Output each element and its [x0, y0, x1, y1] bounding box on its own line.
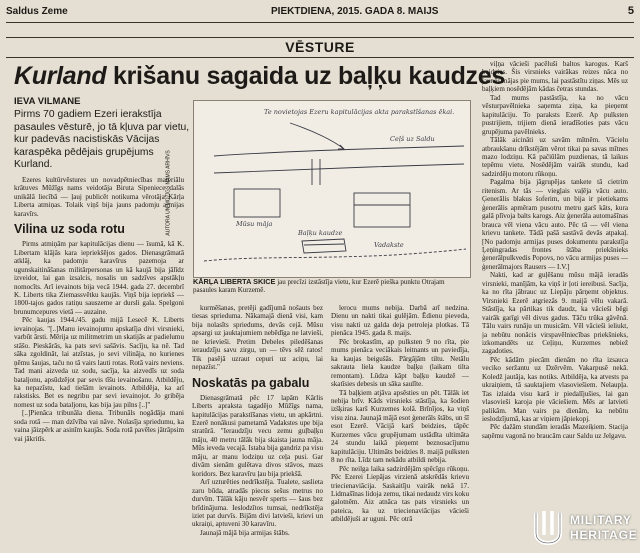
- paragraph: Pēc dažām stundām ieradās Mazeiķiem. Stacija saņēmu vagonā no braucām caur Saldu uz Jelgavu.: [482, 423, 628, 440]
- text-column-4: [482, 60, 628, 548]
- sketch-note-1: Te novietojas Ezeru kapitulācijas akta parakstīšanas ēkai.: [264, 108, 455, 116]
- watermark-line-1: MILITARY: [570, 513, 632, 527]
- section-rule-bottom: [6, 57, 634, 58]
- watermark-text: [570, 513, 638, 543]
- sketch-note-3: Baļķu kaudze: [298, 229, 343, 237]
- article-headline: [14, 62, 505, 91]
- headline-keyword: Kurland: [14, 62, 107, 90]
- paragraph: Tālāk aicināti uz savām mītnēm. Vācielu atbraukšanu drīkstējām vērot tikai pa savas mītnes mazo lodziņu. Kā pačiūlām puzdienas, tā laikus tepēmu vietu. Nosēdējām vairāk stundu, kad sadzirdēju motoru rūkoņu.: [482, 136, 628, 178]
- headline-rest: krišanu sagaida uz baļķu kaudzes: [106, 62, 505, 90]
- paragraph: kurmēšanas, pretēji gadījumā nošauts bez tiesas sprieduma. Nākamajā dienā visi, kam bija nolasīts spriedums, devās cejā. Mūsu apsargi uz jauktajumiem nebēdīga ne latvieši, ne krievieši. Pretim Debeles piledēšanas ieraudzīju savu zirgu, un — tēvs sēž ratos! Tik pasējā uzraut cepuri uz aciņu, lai nepazīst.": [192, 304, 323, 372]
- paragraph: Pagalma bija jāgrupējas tankete tā cietrim ritenism. Ar tās — viegļais vaļēja vācu auto. Ģenerālis blakus šoferim, un bija ir pietiekams ģenerālis apmēram pusotru metru garš kāts, kura galā plīvoja balts karogs. Aiz ģenerāla automašīnas brauca vēl viena vācu auto. Pēc tā — vēl viena krievu tankete. Tādā pašā sastāvā devās atpakaļ. [No padomju armijas puses dokumentu parakstīja Ļeņingradas frontes štāba priekšnieks ģenerālpulkvedis Popovs, no vācu armijas puses — ģenerālmajors Rausers — I.V.]: [482, 178, 628, 271]
- paragraph: [..]Pienāca tribunāla diena. Tribunāls nogādāja mani soda rotā — man dzīvība vai nāve. Nolasīja spriedumu, ka vaina jāizpērk ar asinīm kaujās. Soda rotā pavēles jātrāpsim vai jākritīs.: [14, 409, 184, 443]
- river-line: [204, 249, 466, 261]
- text-column-2: [192, 304, 323, 548]
- subheading-vilina: Vilina uz soda rotu: [14, 222, 125, 237]
- road-line: [214, 164, 464, 173]
- paragraph: lerocu mums nebija. Darbā arī nedzina. Dienu un nakti tikai gulējām. Ēdienu pieveda, visu nakti uz galda deja petroleja plotkas. Tā pienāca 1945. gada 8. maijs.: [331, 304, 469, 338]
- sketch-note-2: Mūsu māja: [236, 220, 273, 228]
- paragraph: Dienasgrāmatā pēc 17 lapām Kārlis Liberts apraksta tagadējo Mūžīgs nama, kapitulācijas parakstīšanas vietu, un apkārtni. Ezerē nonākusi pametamā Vadakstes upe bija stratūrā. "Ieraudzīju vecu zemu guļbaļķu māju, 40 metru tālāk bija skaista jauna māja. Mūs ieveda vecajā. Istaba bija gandriz pa visu māju, ar manu lodziņu uz ceļa pusi. Gar divām sienām gulētava divos stāvos, mazs koridors. Bez karavīru ļau bija priekšā.: [192, 393, 323, 478]
- subheading-noskatas: Noskatās pa gabalu: [192, 375, 310, 390]
- military-heritage-watermark: [528, 505, 640, 549]
- page-header: [6, 4, 634, 20]
- caption-label: KĀRĻA LIBERTA SKICE: [193, 277, 276, 286]
- section-rule-top: [6, 37, 634, 38]
- photo-credit: AUTORA UN MŪŽĪGS NAMS ARHĪVS: [165, 150, 172, 236]
- paragraph: viļņa vācieši pacēluši baltos karogus. Karš beidzies. Šis virsnieks vairākas reizes nāca no jaunās mājas pie mums, lai pastāstītu ziņas. Mēs uz baļķiem nosēdējām kādas četras stundas.: [482, 60, 628, 94]
- paragraph: Jaunajā mājā bija armijas štābs.: [200, 528, 290, 537]
- section-title: VĒSTURE: [285, 39, 355, 55]
- paragraph: Tā baļķiem atjāva apsēsties un pēt. Tālāk iet nebija brīv. Kāds virsnieks stāstīja, ka šodien izšķiras karš Kurzemes kolā. Brīnījos, ka viņš visu zina. Jaunajā mājā esot ģenerāls štābs, un šī esot Ezerē. Vācijā karš beidzies, tāpēc Kurzemes vācu grupējumam ustādīta ultimāta 24 stundu laikā pieņemt beznosacījumu kapitulāciju. Ultimāts beidzies 8. maijā pulksten 8 no rīta. Līdz tam nekādu atbildi nebija.: [331, 388, 469, 465]
- road-line: [214, 146, 464, 156]
- paragraph: Pēc brokastīm, ap pulksten 9 no rīta, pie mums pienāca veciākais leitnants un paviedīja, ka kaujas beigušās. Pārgājām tiltu. Netālu sakrauta liela kaudze baļķu (laikam tilta remontam). Lūdza kāpt baļķu kaudzē — skatīsies debesis un sāka saulīte.: [331, 337, 469, 389]
- old-house-shape: [234, 189, 280, 217]
- paragraph: Pēc kaujas 1944./45. gadu mijā Lesecē K. Liberts ievainojas. "[..]Manu ievainojumu apskatīja divi virsnieki, varbūt ārsti. Mērija uz militmetrim un skatijās ar padielumu stāšo. Pieskārās, ka pats sevi sašāvis. Sacīju, ka nē. Tad sāka zgoldināt, lai atzīstas, jo sevi vilināja, no kurienes ņēmu šaujas, taču no tā vairs lauti rotas. Rotā vairs neviens. Tad mani aizveda uz sodu, sacīja, ka aizvedīs uz soda bataljonu, apsūdzējot par sevis tīšu ievainošanu. Atbildēju, ka nepazīstu, kad tiešām ievainots. Atbildēja, ka arī rakstisks. Bet es negribu par sevi ievainojot. Jo gribēja nomest uz soda bataljonu, kas bija jau pilns [..]": [14, 316, 184, 409]
- sketch-drawing: [194, 101, 470, 277]
- paragraph: Nakti, kad ar guļēšanu mūsu mājā ieradās virsnieki, manījām, ka viņš ir ļoti iereibusi. Sacīja, ka no rīta jābrauc uz Liepāju pārņemt objektus. Virsnieki Ezerē atgriezās 9. maijā vēlu vakarā. Stāstīja, ka pārtikas tik daudz, ka vācieši bēgi vairāk garīgi vēl divus gadus. Tāču trūka gāvēnā. Tālu vairs runāju un musicām. Vēl vācieši ieliukt, ja nebūtu nonācis virspavēlniecības priekšnieks, izkomandēts uz Ceļiņu, Kurzemes nebiež zagadoties.: [482, 271, 628, 356]
- paragraph: Pirms atmiņām par kapitulācijas dienu — īsumā, kā K. Libertam klājās kara iepriekšējos gados. Dienasgrāmatā atklāj, ka padomju karavīrus pazemoja ar ugunskaitināšanas militārpersonas un kā kaujā bija jālīdz izveidot, lai gan izsalcis, nosalis un sadzīves apstākļu nomocīts. Arī ievainots bija vecā 1944. gada 27. decembrī K. Liberts tika Ziemassvētku kaujās. Viņš bija iepriekš — 1800-tajos gados ratiņu sauszeme ar dursli gala. Spelgoni brunumcepures vietā — auzaine.: [14, 240, 184, 316]
- sketch-note-5: Ceļš uz Saldu: [390, 135, 435, 143]
- article-author: IEVA VILMANE: [14, 96, 81, 107]
- issue-date: PIEKTDIENA, 2015. GADA 8. MAIJS: [271, 6, 439, 17]
- article-lead: Pirms 70 gadiem Ezeri ierakstīja pasaules vēsturē, jo tā kļuva par vietu, kur padevās nacistiskās Vācijas karaspēka pēdējais grupējums Kurland.: [14, 109, 190, 171]
- watermark-line-2: HERITAGE: [570, 528, 638, 542]
- page-number: 5: [627, 5, 634, 17]
- paragraph: Ezeres kultūrvēstures un novadpētniecības materiālu krātuves Mūžīgs nams veidotāja Biruta Sipeniece dalās unikālā liecībā — ļauj publicēt notikuma vērotāja Kārļa Liberta atmiņas. Tolaik viņš bija jauns padomju armijas karavīrs.: [14, 176, 184, 218]
- text-column-1: [14, 176, 184, 548]
- arrow-line: [290, 123, 344, 149]
- caption-text: jau precīzi izstāstīja vietu, kur Ezerē pieška punktu Otrajam pasaules karam Kurzemē.: [193, 278, 445, 295]
- header-rule: [6, 22, 634, 23]
- paragraph: Arī uzturēties nedrīkstēja. Tualete, saslieta zaru būda, atradās piecus sešus metrus no durvīm. Tālāk kāju nesvēr sperts — šaus bez brīdinājuma. Ieslodzītos tumsai, nedrīkstēja iziet pat durvīs. Bijām divi latvieši, krievi un ukraiņi, aptuveni 30 karavīru.: [192, 478, 323, 529]
- heritage-logo-icon: [530, 509, 566, 545]
- sketch-caption: [193, 278, 469, 295]
- paragraph: Tad mums pastāstīja, ka no vācu vēsturpavēlnieka saņemta ziņa, ka pieņemt kapitulāciju. To paraksts Ezerē. Ap pulksten pustrijiem, trijiem dienā ieradīšoties pats vācu grupējuma pavēlnieks.: [482, 93, 628, 136]
- paragraph: Pēc kādām piecām dienām no rīta izsauca veciko seržantu uz Dzērvēm. Vakarpusē nekā. Koledž jautāja, kas notiks. Atbildēja, ka atvests pa ukraiņiem, tā sauktajiem vlasoviešiem. Nelaupļa. Tas izlaida visu karā ir piedalījušies, lai gan vlasovieši karoja pie vāciešiem. Mēs ar latvieti palikām. Man vairs pa dienām, ka nebūtu ieslodzījumā, kas ar viņiem jāpiekopj.: [482, 355, 628, 424]
- newspaper-name: Saldus Zeme: [6, 6, 68, 17]
- log-pile-shape: [302, 239, 346, 253]
- text-column-3: [331, 304, 469, 548]
- new-house-shape: [354, 193, 410, 227]
- sketch-note-4: Vadakste: [374, 241, 404, 249]
- hand-drawn-sketch: [193, 100, 471, 278]
- paragraph: Pēc neilga laika sadzirdējām spēcīgu rūkoņu. Pēc Ezerei Liepājas virzienā atskrēdās krievu triecienaviācija. Saskaitīju vairāk nekā 17. Lidmašīnas lidoja zemu, tikai nedaudz virs koku galotnēm. Aiz atnāca tas pats virsnieks un pateica, ka uz triecienaviācijas vācieši atbildējuši ar uguni. Pēc otrā: [331, 464, 469, 524]
